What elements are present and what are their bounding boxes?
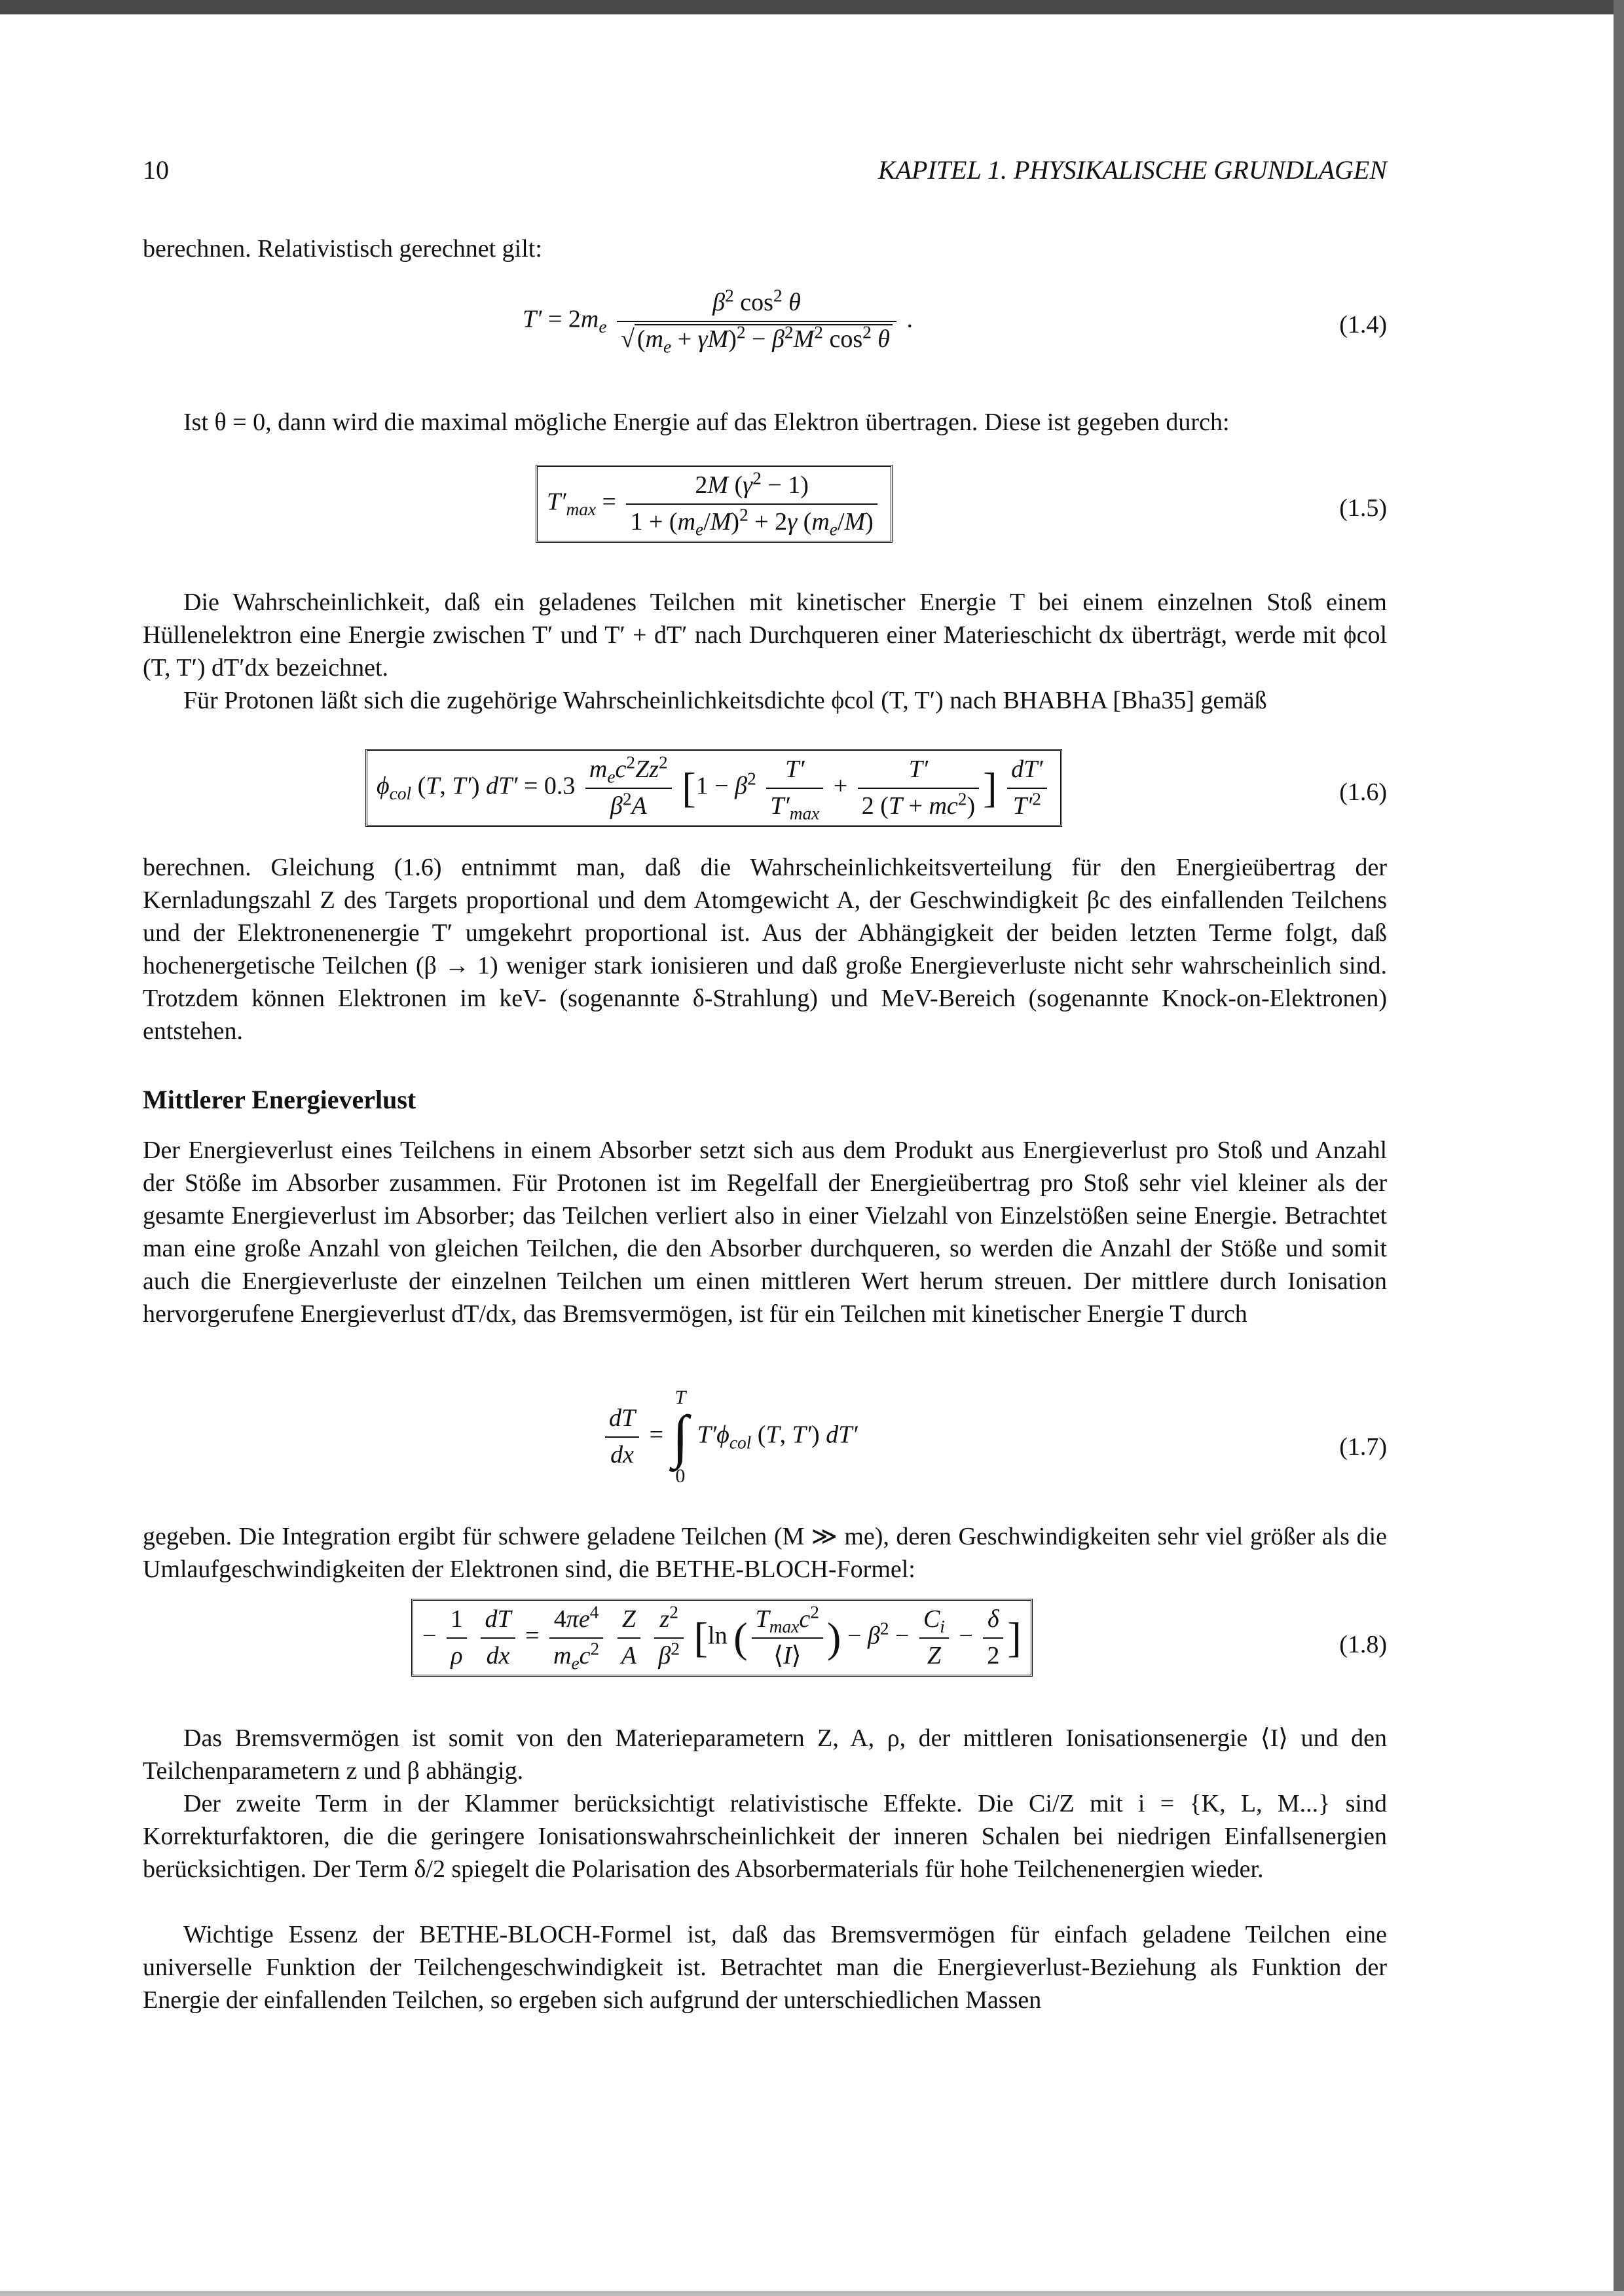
paragraph-1: berechnen. Relativistisch gerechnet gilt: xyxy=(143,235,542,263)
page-number: 10 xyxy=(143,155,169,185)
equation-1-4-row xyxy=(143,283,1387,381)
paragraph-10: Wichtige Essenz der BETHE-BLOCH-Formel ist, daß das Bremsvermögen für einfach geladene Teilchen eine universelle Funktion der Teilchengeschwindigkeit ist. Betrachtet man die Energieverlust-Beziehung als Funktion der Energie der einfallenden Teilchen, so ergeben sich aufgrund der unterschiedlichen Massen xyxy=(143,1921,1387,2014)
paragraph-4: Für Protonen läßt sich die zugehörige Wahrscheinlichkeitsdichte ϕcol (T, T′) nach BHABHA [Bha35] gemäß xyxy=(183,687,1267,714)
equation-1-4: $T' = 2m_e$ $\frac{\beta^2 \cos^2 \theta}{√ (m_e + \gamma M)^2 - \beta^2M^2 \cos^2 \theta}$ . xyxy=(523,285,913,357)
paragraph-5: berechnen. Gleichung (1.6) entnimmt man, daß die Wahrscheinlichkeitsverteilung für den Energieübertrag der Kernladungszahl Z des Targets proportional und dem Atomgewicht A, der Geschwindigkeit βc des einfallenden Teilchens und der Elektronenenergie T′ umgekehrt proportional ist. Aus der Abhängigkeit der beiden letzten Terme folgt, daß hochenergetische Teilchen (β → 1) weniger stark ionisieren und daß große Energieverluste nicht sehr wahrscheinlich sind. Trotzdem können Elektronen im keV- (sogenannte δ-Strahlung) und MeV-Bereich (sogenannte Knock-on-Elektronen) entstehen. xyxy=(143,854,1387,1045)
equation-1-5: $T'_{max}$ = $\frac{2M (\gamma^2 - 1)}{1 + (m_e/M)^2 + 2\gamma (m_e/M)}$ xyxy=(536,465,893,543)
paragraph-7: gegeben. Die Integration ergibt für schwere geladene Teilchen (M ≫ me), deren Geschwindigkeiten sehr viel größer als die Umlaufgeschwindigkeiten der Elektronen sind, die BETHE-BLOCH-Formel: xyxy=(143,1523,1387,1583)
paragraph-6: Der Energieverlust eines Teilchens in einem Absorber setzt sich aus dem Produkt aus Energieverlust pro Stoß und Anzahl der Stöße im Absorber zusammen. Für Protonen ist im Regelfall der Energieübertrag pro Stoß sehr viel kleiner als der gesamte Energieverlust im Absorber; das Teilchen verliert also in einer Vielzahl von Einzelstößen seine Energie. Betrachtet man eine große Anzahl von gleichen Teilchen, die den Absorber durchqueren, so werden die Anzahl der Stöße und somit auch die Energieverluste der einzelnen Teilchen um einen mittleren Wert herum streuen. Der mittlere durch Ionisation hervorgerufene Energieverlust dT/dx, das Bremsvermögen, ist für ein Teilchen mit kinetischer Energie T durch xyxy=(143,1137,1387,1328)
equation-number-1-8: (1.8) xyxy=(1339,1631,1387,1658)
chapter-title: KAPITEL 1. PHYSIKALISCHE GRUNDLAGEN xyxy=(877,155,1387,185)
equation-number-1-4: (1.4) xyxy=(1339,311,1387,338)
paragraph-3: Die Wahrscheinlichkeit, daß ein geladenes Teilchen mit kinetischer Energie T bei einem einzelnen Stoß einem Hüllenelektron eine Energie zwischen T′ und T′ + dT′ nach Durchqueren einer Materieschicht dx überträgt, werde mit ϕcol (T, T′) dT′dx bezeichnet. xyxy=(143,589,1387,682)
equation-number-1-7: (1.7) xyxy=(1339,1433,1387,1461)
equation-1-7-row xyxy=(143,1381,1387,1512)
equation-1-8-row xyxy=(143,1596,1387,1701)
paragraph-9: Der zweite Term in der Klammer berücksichtigt relativistische Effekte. Die Ci/Z mit i = {K, L, M...} sind Korrekturfaktoren, die die geringere Ionisationswahrscheinlichkeit der inneren Schalen bei niedrigen Einfallsenergien berücksichtigen. Der Term δ/2 spiegelt die Polarisation des Absorbermaterials für hohe Teilchenenergien wieder. xyxy=(143,1790,1387,1883)
equation-1-5-row xyxy=(143,462,1387,559)
section-heading: Mittlerer Energieverlust xyxy=(143,1085,416,1114)
equation-1-7: $\frac{dT}{dx}$ = T ∫ 0 $T'\phi_{col}$ (T, T′) dT′ xyxy=(601,1388,858,1486)
paragraph-2: Ist θ = 0, dann wird die maximal mögliche Energie auf das Elektron übertragen. Diese ist gegeben durch: xyxy=(183,409,1230,436)
equation-number-1-5: (1.5) xyxy=(1339,494,1387,522)
equation-1-8: − $\frac{1}{\rho}$ $\frac{dT}{dx}$ = $\frac{4\pi e^4}{m_ec^2}$ $\frac{Z}{A}$ $\frac{z^2}{\beta^2}$ [ln ( $\frac{T_{max}c^2}{⟨I⟩}$ ) − $\beta^2$ − $\frac{C_i}{Z}$ − $\frac{\delta}{2}$ ] xyxy=(411,1599,1033,1677)
document-page xyxy=(143,0,1387,2296)
right-scan-border xyxy=(1614,0,1624,2296)
equation-number-1-6: (1.6) xyxy=(1339,778,1387,806)
equation-1-6: $\phi_{col}$ (T, T′) dT′ = 0.3 $\frac{m_ec^2Zz^2}{\beta^2A}$ [$1 - \beta^2$ $\frac{T'}{T'_{max}}$ + $\frac{T'}{2 (T + mc^2)}$ ] $\frac{dT'}{T'^2}$ xyxy=(365,749,1062,827)
equation-1-6-row xyxy=(143,746,1387,843)
paragraph-8: Das Bremsvermögen ist somit von den Materieparametern Z, A, ρ, der mittleren Ionisationsenergie ⟨I⟩ und den Teilchenparametern z und β abhängig. xyxy=(143,1724,1387,1785)
